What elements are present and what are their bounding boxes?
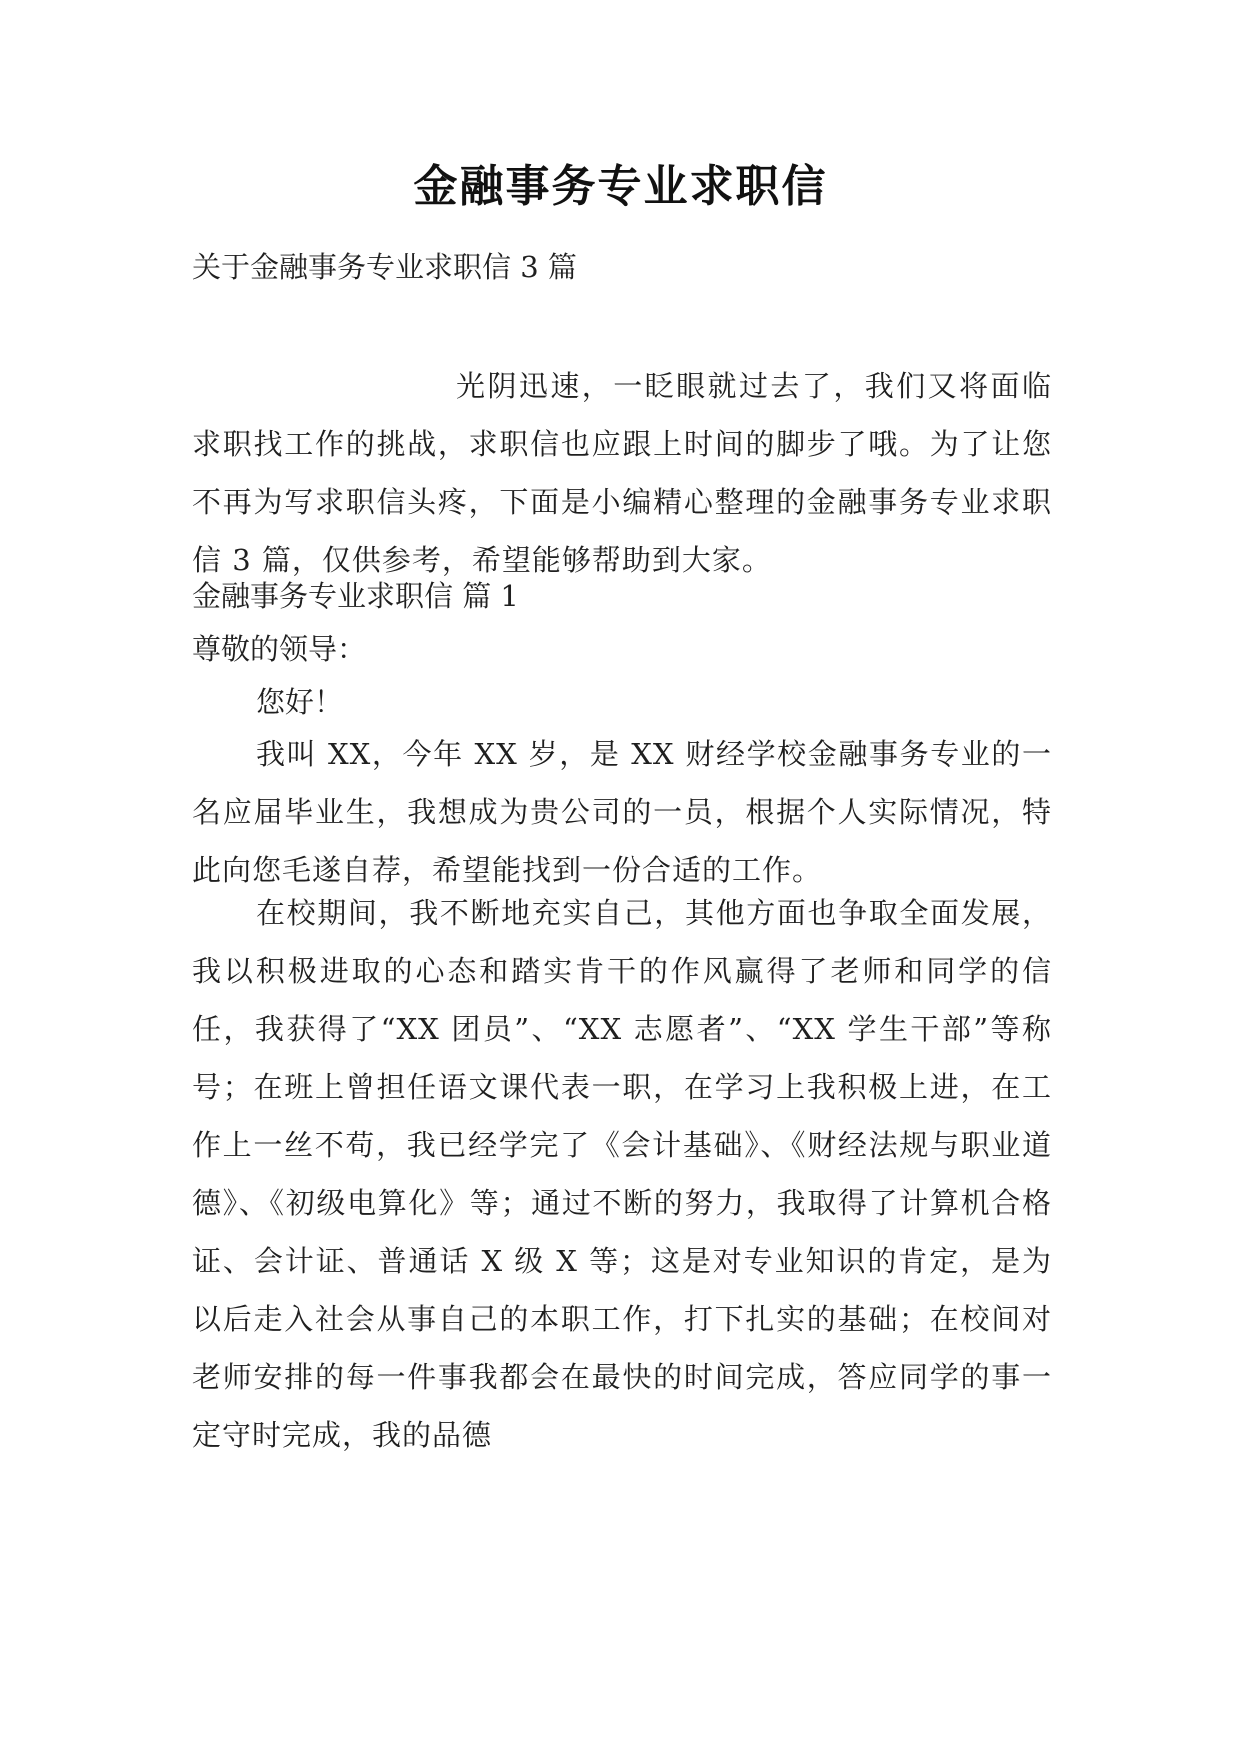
document-title: 金融事务专业求职信 bbox=[413, 161, 828, 212]
salutation: 尊敬的领导： bbox=[192, 632, 367, 666]
intro-paragraph: 光阴迅速，一眨眼就过去了，我们又将面临求职找工作的挑战，求职信也应跟上时间的脚步了哦。为了让您不再为写求职信头疼，下面是小编精心整理的金融事务专业求职信 3 篇，仅供参考，希望能够帮助到大家。 bbox=[192, 369, 1052, 577]
body-paragraph-1: 我叫 XX，今年 XX 岁，是 XX 财经学校金融事务专业的一名应届毕业生，我想成为贵公司的一员，根据个人实际情况，特此向您毛遂自荐，希望能找到一份合适的工作。 bbox=[192, 737, 1052, 887]
body-paragraph-2: 在校期间，我不断地充实自己，其他方面也争取全面发展，我以积极进取的心态和踏实肯干的作风赢得了老师和同学的信任，我获得了“XX 团员”、“XX 志愿者”、“XX 学生干部”等称号；在班上曾担任语文课代表一职，在学习上我积极上进，在工作上一丝不苟，我已经学完了《会计基础》、《财经法规与职业道德》、《初级电算化》等；通过不断的努力，我取得了计算机合格证、会计证、普通话 X 级 X 等；这是对专业知识的肯定，是为以后走入社会从事自己的本职工作，打下扎实的基础；在校间对老师安排的每一件事我都会在最快的时间完成，答应同学的事一定守时完成，我的品德 bbox=[192, 896, 1052, 1452]
document-subtitle: 关于金融事务专业求职信 3 篇 bbox=[192, 250, 577, 284]
greeting: 您好！ bbox=[256, 685, 344, 719]
section-heading: 金融事务专业求职信 篇 1 bbox=[192, 579, 519, 613]
